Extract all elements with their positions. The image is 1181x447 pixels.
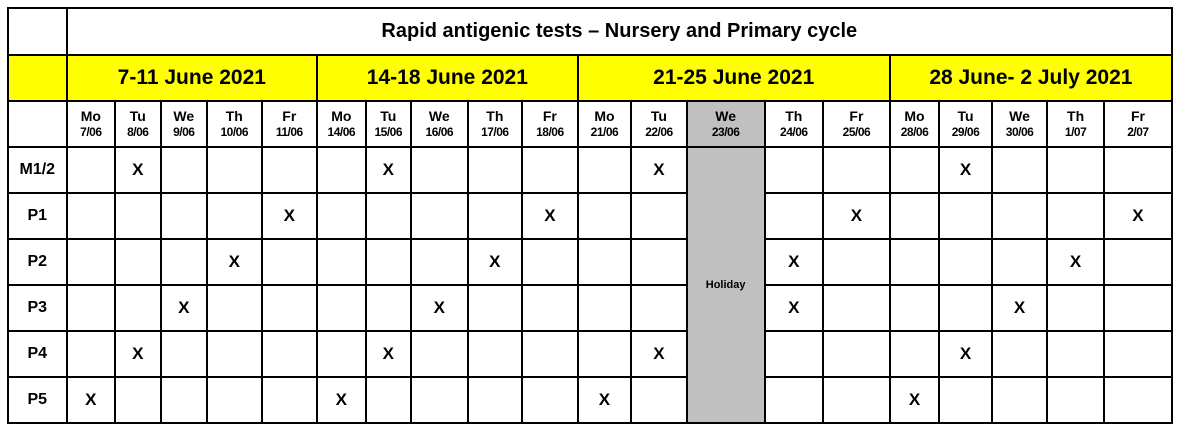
table-row — [8, 239, 1172, 285]
schedule-cell — [161, 147, 207, 193]
schedule-cell — [522, 377, 578, 423]
schedule-cell — [578, 193, 632, 239]
schedule-cell — [161, 377, 207, 423]
schedule-cell — [67, 239, 115, 285]
day-date: 16/06 — [425, 125, 454, 139]
schedule-cell — [765, 193, 824, 239]
schedule-cell — [890, 331, 939, 377]
schedule-cell — [207, 285, 262, 331]
schedule-cell — [1047, 147, 1104, 193]
schedule-cell — [262, 331, 318, 377]
schedule-cell — [765, 147, 824, 193]
day-date: 9/06 — [173, 125, 195, 139]
day-header — [1104, 101, 1172, 147]
class-label: M1/2 — [8, 147, 67, 193]
schedule-cell — [631, 285, 687, 331]
schedule-cell — [366, 377, 411, 423]
schedule-cell: X — [317, 377, 365, 423]
day-date: 10/06 — [220, 125, 248, 139]
schedule-cell — [765, 377, 824, 423]
schedule-cell: X — [468, 239, 523, 285]
title-row — [8, 8, 1172, 55]
schedule-cell — [67, 193, 115, 239]
day-date: 8/06 — [127, 125, 149, 139]
day-name: Tu — [957, 108, 974, 124]
schedule-cell — [262, 285, 318, 331]
day-name: Th — [785, 108, 803, 124]
schedule-cell — [207, 193, 262, 239]
schedule-cell — [578, 285, 632, 331]
schedule-cell — [890, 239, 939, 285]
holiday-cell: Holiday — [687, 147, 765, 423]
schedule-cell — [1104, 239, 1172, 285]
schedule-cell — [115, 239, 160, 285]
table-row — [8, 147, 1172, 193]
schedule-cell — [578, 239, 632, 285]
day-date: 24/06 — [780, 125, 808, 139]
schedule-cell — [411, 147, 468, 193]
schedule-cell — [522, 285, 578, 331]
class-label: P1 — [8, 193, 67, 239]
schedule-cell — [631, 377, 687, 423]
day-header-row — [8, 101, 1172, 147]
schedule-cell: X — [115, 331, 160, 377]
day-name: Th — [225, 108, 243, 124]
day-date: 15/06 — [374, 125, 403, 139]
schedule-cell: X — [765, 239, 824, 285]
schedule-cell: X — [1047, 239, 1104, 285]
day-name: Fr — [282, 108, 297, 124]
schedule-cell — [115, 285, 160, 331]
schedule-cell — [578, 147, 632, 193]
schedule-cell — [578, 331, 632, 377]
schedule-cell — [67, 147, 115, 193]
schedule-cell: X — [207, 239, 262, 285]
schedule-cell — [262, 377, 318, 423]
schedule-cell: X — [1104, 193, 1172, 239]
schedule-cell — [939, 193, 992, 239]
schedule-cell — [522, 331, 578, 377]
schedule-cell — [317, 239, 365, 285]
schedule-cell — [522, 239, 578, 285]
schedule-cell — [161, 193, 207, 239]
schedule-cell — [411, 331, 468, 377]
schedule-cell — [468, 193, 523, 239]
day-header — [317, 101, 365, 147]
day-header — [207, 101, 262, 147]
schedule-cell — [765, 331, 824, 377]
week-header: 7-11 June 2021 — [67, 55, 317, 101]
schedule-cell — [366, 239, 411, 285]
day-name: Fr — [542, 108, 557, 124]
day-name: Mo — [331, 108, 352, 124]
day-header — [687, 101, 765, 147]
day-header — [823, 101, 890, 147]
day-header — [67, 101, 115, 147]
class-label: P5 — [8, 377, 67, 423]
day-date: 30/06 — [1005, 125, 1034, 139]
schedule-cell — [992, 377, 1048, 423]
day-header — [1047, 101, 1104, 147]
schedule-cell — [1104, 147, 1172, 193]
schedule-cell — [411, 377, 468, 423]
schedule-cell — [317, 331, 365, 377]
table-title: Rapid antigenic tests – Nursery and Primary cycle — [67, 8, 1172, 55]
table-row — [8, 285, 1172, 331]
day-name: Mo — [904, 108, 925, 124]
schedule-cell — [890, 285, 939, 331]
week-header: 14-18 June 2021 — [317, 55, 578, 101]
schedule-cell — [1047, 377, 1104, 423]
schedule-cell: X — [823, 193, 890, 239]
day-date: 14/06 — [327, 125, 356, 139]
schedule-cell — [992, 147, 1048, 193]
day-name: Fr — [1130, 108, 1145, 124]
schedule-cell — [262, 147, 318, 193]
day-name: Th — [1067, 108, 1085, 124]
day-name: Tu — [650, 108, 667, 124]
day-date: 23/06 — [711, 125, 740, 139]
schedule-cell — [317, 285, 365, 331]
schedule-cell — [631, 239, 687, 285]
schedule-cell — [1047, 331, 1104, 377]
day-header — [115, 101, 160, 147]
day-name: Fr — [849, 108, 864, 124]
schedule-cell: X — [890, 377, 939, 423]
schedule-cell: X — [631, 147, 687, 193]
schedule-cell — [1047, 193, 1104, 239]
corner-cell — [8, 8, 67, 55]
schedule-cell — [161, 239, 207, 285]
day-date: 17/06 — [481, 125, 509, 139]
day-name: We — [428, 108, 450, 124]
schedule-cell — [1104, 331, 1172, 377]
schedule-cell — [631, 193, 687, 239]
day-name: Mo — [594, 108, 615, 124]
schedule-cell — [522, 147, 578, 193]
schedule-cell: X — [992, 285, 1048, 331]
day-date: 22/06 — [645, 125, 673, 139]
schedule-cell — [468, 377, 523, 423]
day-date: 11/06 — [275, 125, 303, 139]
schedule-cell: X — [765, 285, 824, 331]
schedule-cell — [468, 147, 523, 193]
class-label: P3 — [8, 285, 67, 331]
day-name: We — [173, 108, 195, 124]
schedule-cell: X — [522, 193, 578, 239]
schedule-cell — [939, 377, 992, 423]
schedule-cell — [207, 377, 262, 423]
class-label: P2 — [8, 239, 67, 285]
day-header — [161, 101, 207, 147]
schedule-cell — [161, 331, 207, 377]
day-date: 21/06 — [590, 125, 619, 139]
day-date: 29/06 — [951, 125, 980, 139]
schedule-cell — [366, 193, 411, 239]
day-header — [890, 101, 939, 147]
schedule-cell — [115, 193, 160, 239]
day-name: Mo — [80, 108, 101, 124]
day-header — [366, 101, 411, 147]
schedule-cell — [1047, 285, 1104, 331]
day-corner-cell — [8, 101, 67, 147]
schedule-cell: X — [366, 331, 411, 377]
schedule-cell — [468, 285, 523, 331]
day-name: Tu — [380, 108, 397, 124]
day-date: 18/06 — [536, 125, 564, 139]
day-header — [522, 101, 578, 147]
schedule-cell: X — [631, 331, 687, 377]
day-header — [578, 101, 632, 147]
day-name: Tu — [129, 108, 146, 124]
schedule-cell: X — [67, 377, 115, 423]
schedule-cell — [823, 331, 890, 377]
schedule-cell: X — [578, 377, 632, 423]
test-schedule-table — [7, 7, 1173, 424]
schedule-cell — [1104, 285, 1172, 331]
day-date: 1/07 — [1064, 125, 1087, 139]
schedule-cell — [115, 377, 160, 423]
table-row — [8, 377, 1172, 423]
schedule-cell — [207, 331, 262, 377]
week-header: 28 June- 2 July 2021 — [890, 55, 1172, 101]
week-corner-cell — [8, 55, 67, 101]
schedule-cell: X — [939, 331, 992, 377]
schedule-cell — [67, 331, 115, 377]
day-name: We — [715, 108, 736, 124]
schedule-cell — [823, 377, 890, 423]
day-date: 7/06 — [80, 125, 102, 139]
schedule-cell — [890, 147, 939, 193]
day-date: 25/06 — [842, 125, 871, 139]
schedule-cell — [317, 193, 365, 239]
week-header: 21-25 June 2021 — [578, 55, 890, 101]
schedule-cell — [823, 239, 890, 285]
schedule-cell — [823, 147, 890, 193]
schedule-cell — [366, 285, 411, 331]
day-header — [411, 101, 468, 147]
day-header — [631, 101, 687, 147]
day-header — [468, 101, 523, 147]
schedule-cell: X — [161, 285, 207, 331]
day-date: 28/06 — [900, 125, 929, 139]
schedule-cell — [411, 239, 468, 285]
schedule-cell: X — [262, 193, 318, 239]
schedule-cell — [890, 193, 939, 239]
schedule-cell — [67, 285, 115, 331]
schedule-cell: X — [115, 147, 160, 193]
schedule-cell — [1104, 377, 1172, 423]
schedule-cell: X — [366, 147, 411, 193]
schedule-cell — [939, 285, 992, 331]
schedule-cell — [992, 239, 1048, 285]
schedule-cell — [468, 331, 523, 377]
schedule-cell: X — [411, 285, 468, 331]
schedule-cell: X — [939, 147, 992, 193]
day-header — [765, 101, 824, 147]
class-label: P4 — [8, 331, 67, 377]
schedule-cell — [411, 193, 468, 239]
schedule-cell — [207, 147, 262, 193]
schedule-cell — [262, 239, 318, 285]
table-row — [8, 193, 1172, 239]
day-header — [262, 101, 318, 147]
table-row — [8, 331, 1172, 377]
day-name: Th — [486, 108, 504, 124]
day-header — [939, 101, 992, 147]
week-row — [8, 55, 1172, 101]
schedule-cell — [992, 331, 1048, 377]
day-name: We — [1009, 108, 1030, 124]
schedule-cell — [992, 193, 1048, 239]
schedule-cell — [939, 239, 992, 285]
schedule-cell — [823, 285, 890, 331]
day-header — [992, 101, 1048, 147]
day-date: 2/07 — [1127, 125, 1149, 139]
schedule-cell — [317, 147, 365, 193]
